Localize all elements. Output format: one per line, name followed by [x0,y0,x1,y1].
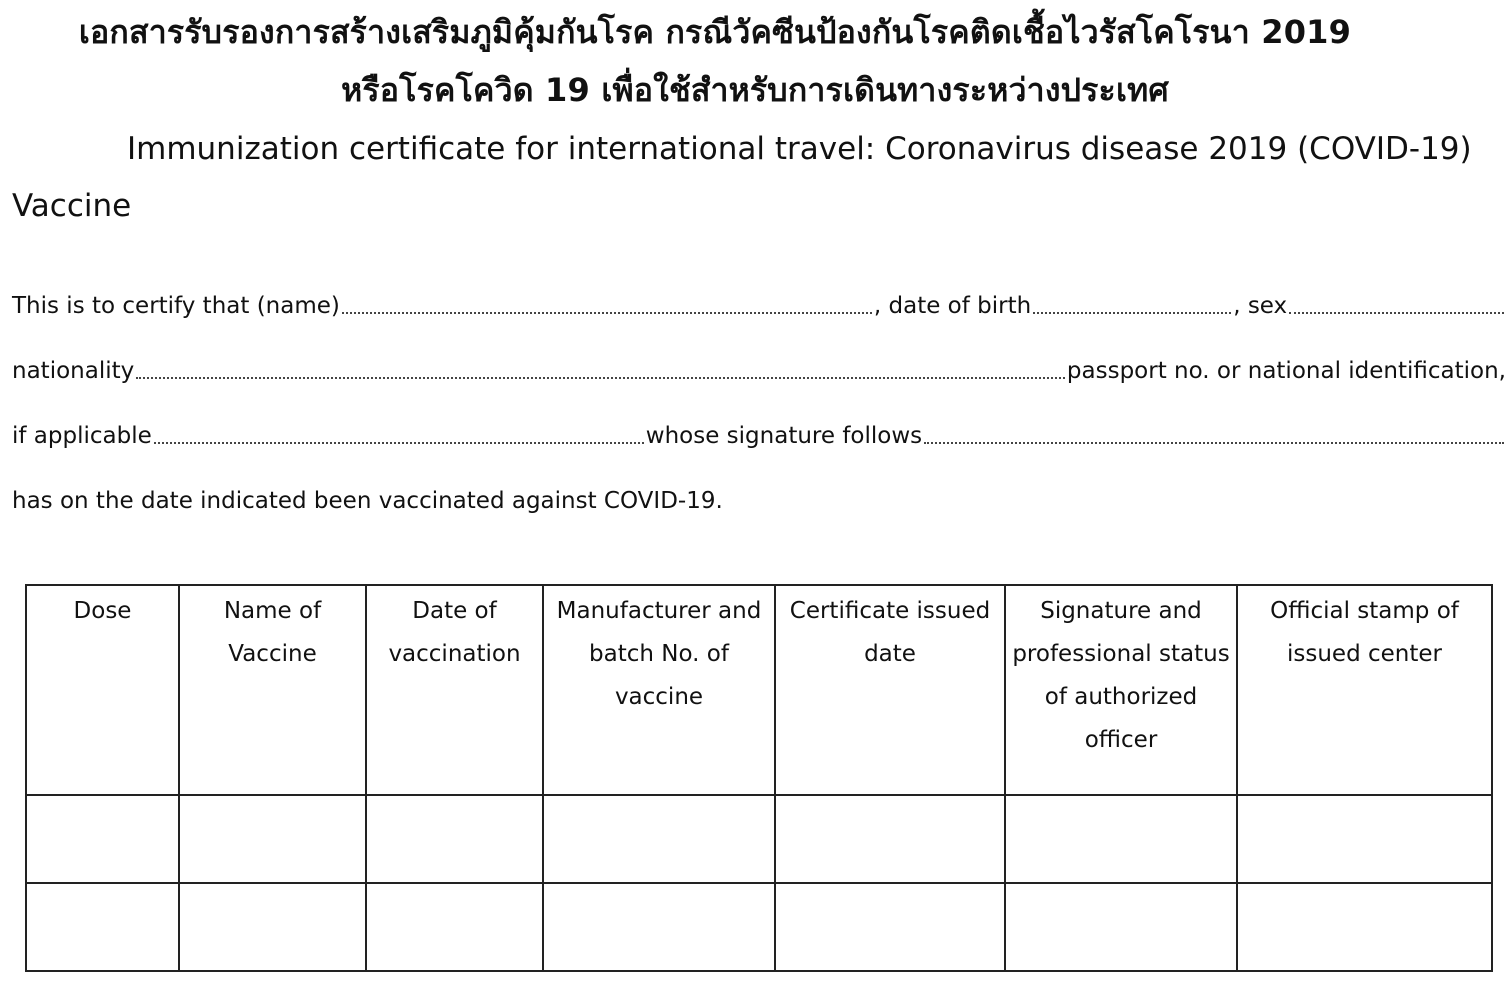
table-row [26,795,1492,883]
passport-field[interactable] [154,442,644,444]
table-cell-dose[interactable] [26,883,179,971]
table-cell-vaccine-name[interactable] [179,795,366,883]
header-dose: Dose [26,585,179,795]
nationality-line [12,352,1506,386]
table-header-row [26,585,1492,795]
table-cell-manufacturer-batch[interactable] [543,795,775,883]
header-official-stamp: Official stamp of issued center [1237,585,1492,795]
table-cell-certificate-date[interactable] [775,883,1005,971]
statement-text: has on the date indicated been vaccinated against COVID-19. [12,488,723,514]
sex-field[interactable] [1289,312,1504,314]
header-officer-signature: Signature and professional status of authorized officer [1005,585,1237,795]
signature-label: whose signature follows [645,423,923,449]
passport-signature-line [12,417,1506,451]
dob-field[interactable] [1033,312,1231,314]
passport-label: passport no. or national identification, [1066,358,1506,384]
table-row [26,883,1492,971]
name-dob-sex-line [12,287,1506,321]
certify-prefix-label: This is to certify that (name) [12,293,340,319]
table-cell-vaccine-name[interactable] [179,883,366,971]
table-cell-certificate-date[interactable] [775,795,1005,883]
table-cell-vaccination-date[interactable] [366,795,543,883]
vaccination-table [25,584,1493,972]
header-vaccination-date: Date of vaccination [366,585,543,795]
table-cell-manufacturer-batch[interactable] [543,883,775,971]
nationality-label: nationality [12,358,135,384]
header-vaccine-name: Name of Vaccine [179,585,366,795]
signature-field[interactable] [924,442,1504,444]
table-cell-officer-signature[interactable] [1005,795,1237,883]
name-field[interactable] [342,312,872,314]
if-applicable-label: if applicable [12,423,152,449]
table-cell-dose[interactable] [26,795,179,883]
dob-label: , date of birth [873,293,1032,319]
table-cell-official-stamp[interactable] [1237,883,1492,971]
sex-label: , sex [1233,293,1288,319]
table-cell-vaccination-date[interactable] [366,883,543,971]
english-title-line-2: Vaccine [12,188,132,224]
header-certificate-date: Certificate issued date [775,585,1005,795]
thai-title-line-1: เอกสารรับรองการสร้างเสริมภูมิคุ้มกันโรค กรณีวัคซีนป้องกันโรคติดเชื้อไวรัสโคโรนา 2019 [78,13,1352,51]
vaccination-statement [12,482,1506,516]
nationality-field[interactable] [136,377,1065,379]
thai-title-line-2: หรือโรคโควิด 19 เพื่อใช้สำหรับการเดินทางระหว่างประเทศ [341,71,1169,109]
english-title-line-1: Immunization certificate for international travel: Coronavirus disease 2019 (COVID-19) [127,131,1472,167]
header-manufacturer-batch: Manufacturer and batch No. of vaccine [543,585,775,795]
table-cell-officer-signature[interactable] [1005,883,1237,971]
table-cell-official-stamp[interactable] [1237,795,1492,883]
